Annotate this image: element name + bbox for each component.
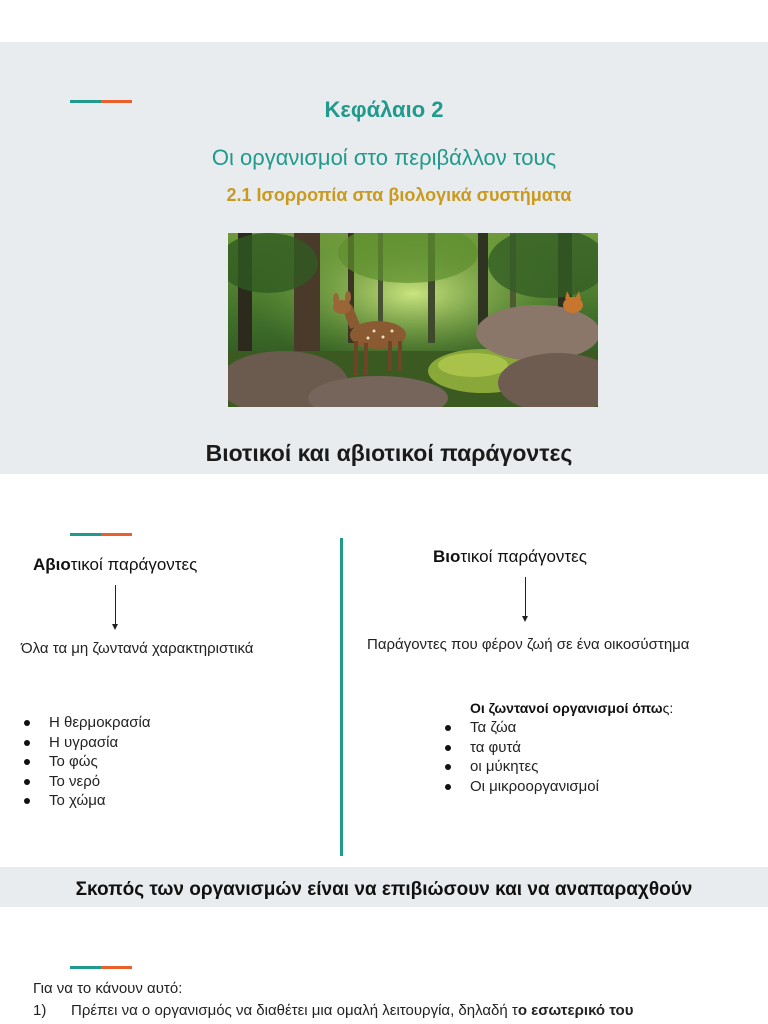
statement-text: Σκοπός των οργανισμών είναι να επιβιώσουν και να αναπαραχθούν xyxy=(75,879,693,900)
accent-bar xyxy=(70,533,132,536)
accent-bar xyxy=(70,966,132,969)
biotic-title: Βιοτικοί παράγοντες xyxy=(433,547,587,566)
abiotic-title: Αβιοτικοί παράγοντες xyxy=(33,555,198,574)
list-item: Το νερό xyxy=(21,772,151,792)
biotic-list xyxy=(442,718,599,796)
arrow-head-icon xyxy=(522,616,528,622)
slide-title xyxy=(0,42,768,474)
item-text-bold: ο εσωτερικό του xyxy=(517,1002,634,1019)
column-divider xyxy=(340,538,343,856)
item-text: Πρέπει να ο οργανισμός να διαθέτει μια ομαλή λειτουργία, δηλαδή τ xyxy=(71,1002,518,1019)
biotic-list-intro: Οι ζωντανοί οργανισμοί όπως: xyxy=(470,700,674,716)
chapter-subtitle: Οι οργανισμοί στο περιβάλλον τους xyxy=(211,145,557,170)
list-item: τα φυτά xyxy=(442,738,599,758)
section-title: 2.1 Ισορροπία στα βιολογικά συστήματα xyxy=(226,185,572,205)
list-item: οι μύκητες xyxy=(442,757,599,777)
intro-text: Για να το κάνουν αυτό: xyxy=(33,980,183,997)
list-item: Οι μικροοργανισμοί xyxy=(442,777,599,797)
list-item: Η υγρασία xyxy=(21,733,151,753)
biotic-description: Παράγοντες που φέρον ζωή σε ένα οικοσύστημα xyxy=(367,636,690,653)
list-item: Το χώμα xyxy=(21,791,151,811)
chapter-title: Κεφάλαιο 2 xyxy=(324,97,444,122)
numbered-item xyxy=(33,1002,768,1019)
arrow-down-icon xyxy=(115,585,116,625)
item-number: 1) xyxy=(33,1002,47,1019)
abiotic-list xyxy=(21,713,151,811)
slide-heading: Βιοτικοί και αβιοτικοί παράγοντες xyxy=(205,440,573,466)
abiotic-description: Όλα τα μη ζωντανά χαρακτηριστικά xyxy=(21,640,254,657)
arrow-head-icon xyxy=(112,624,118,630)
list-item: Η θερμοκρασία xyxy=(21,713,151,733)
list-item: Τα ζώα xyxy=(442,718,599,738)
list-item: Το φώς xyxy=(21,752,151,772)
forest-deer-photo xyxy=(228,233,598,407)
arrow-down-icon xyxy=(525,577,526,617)
